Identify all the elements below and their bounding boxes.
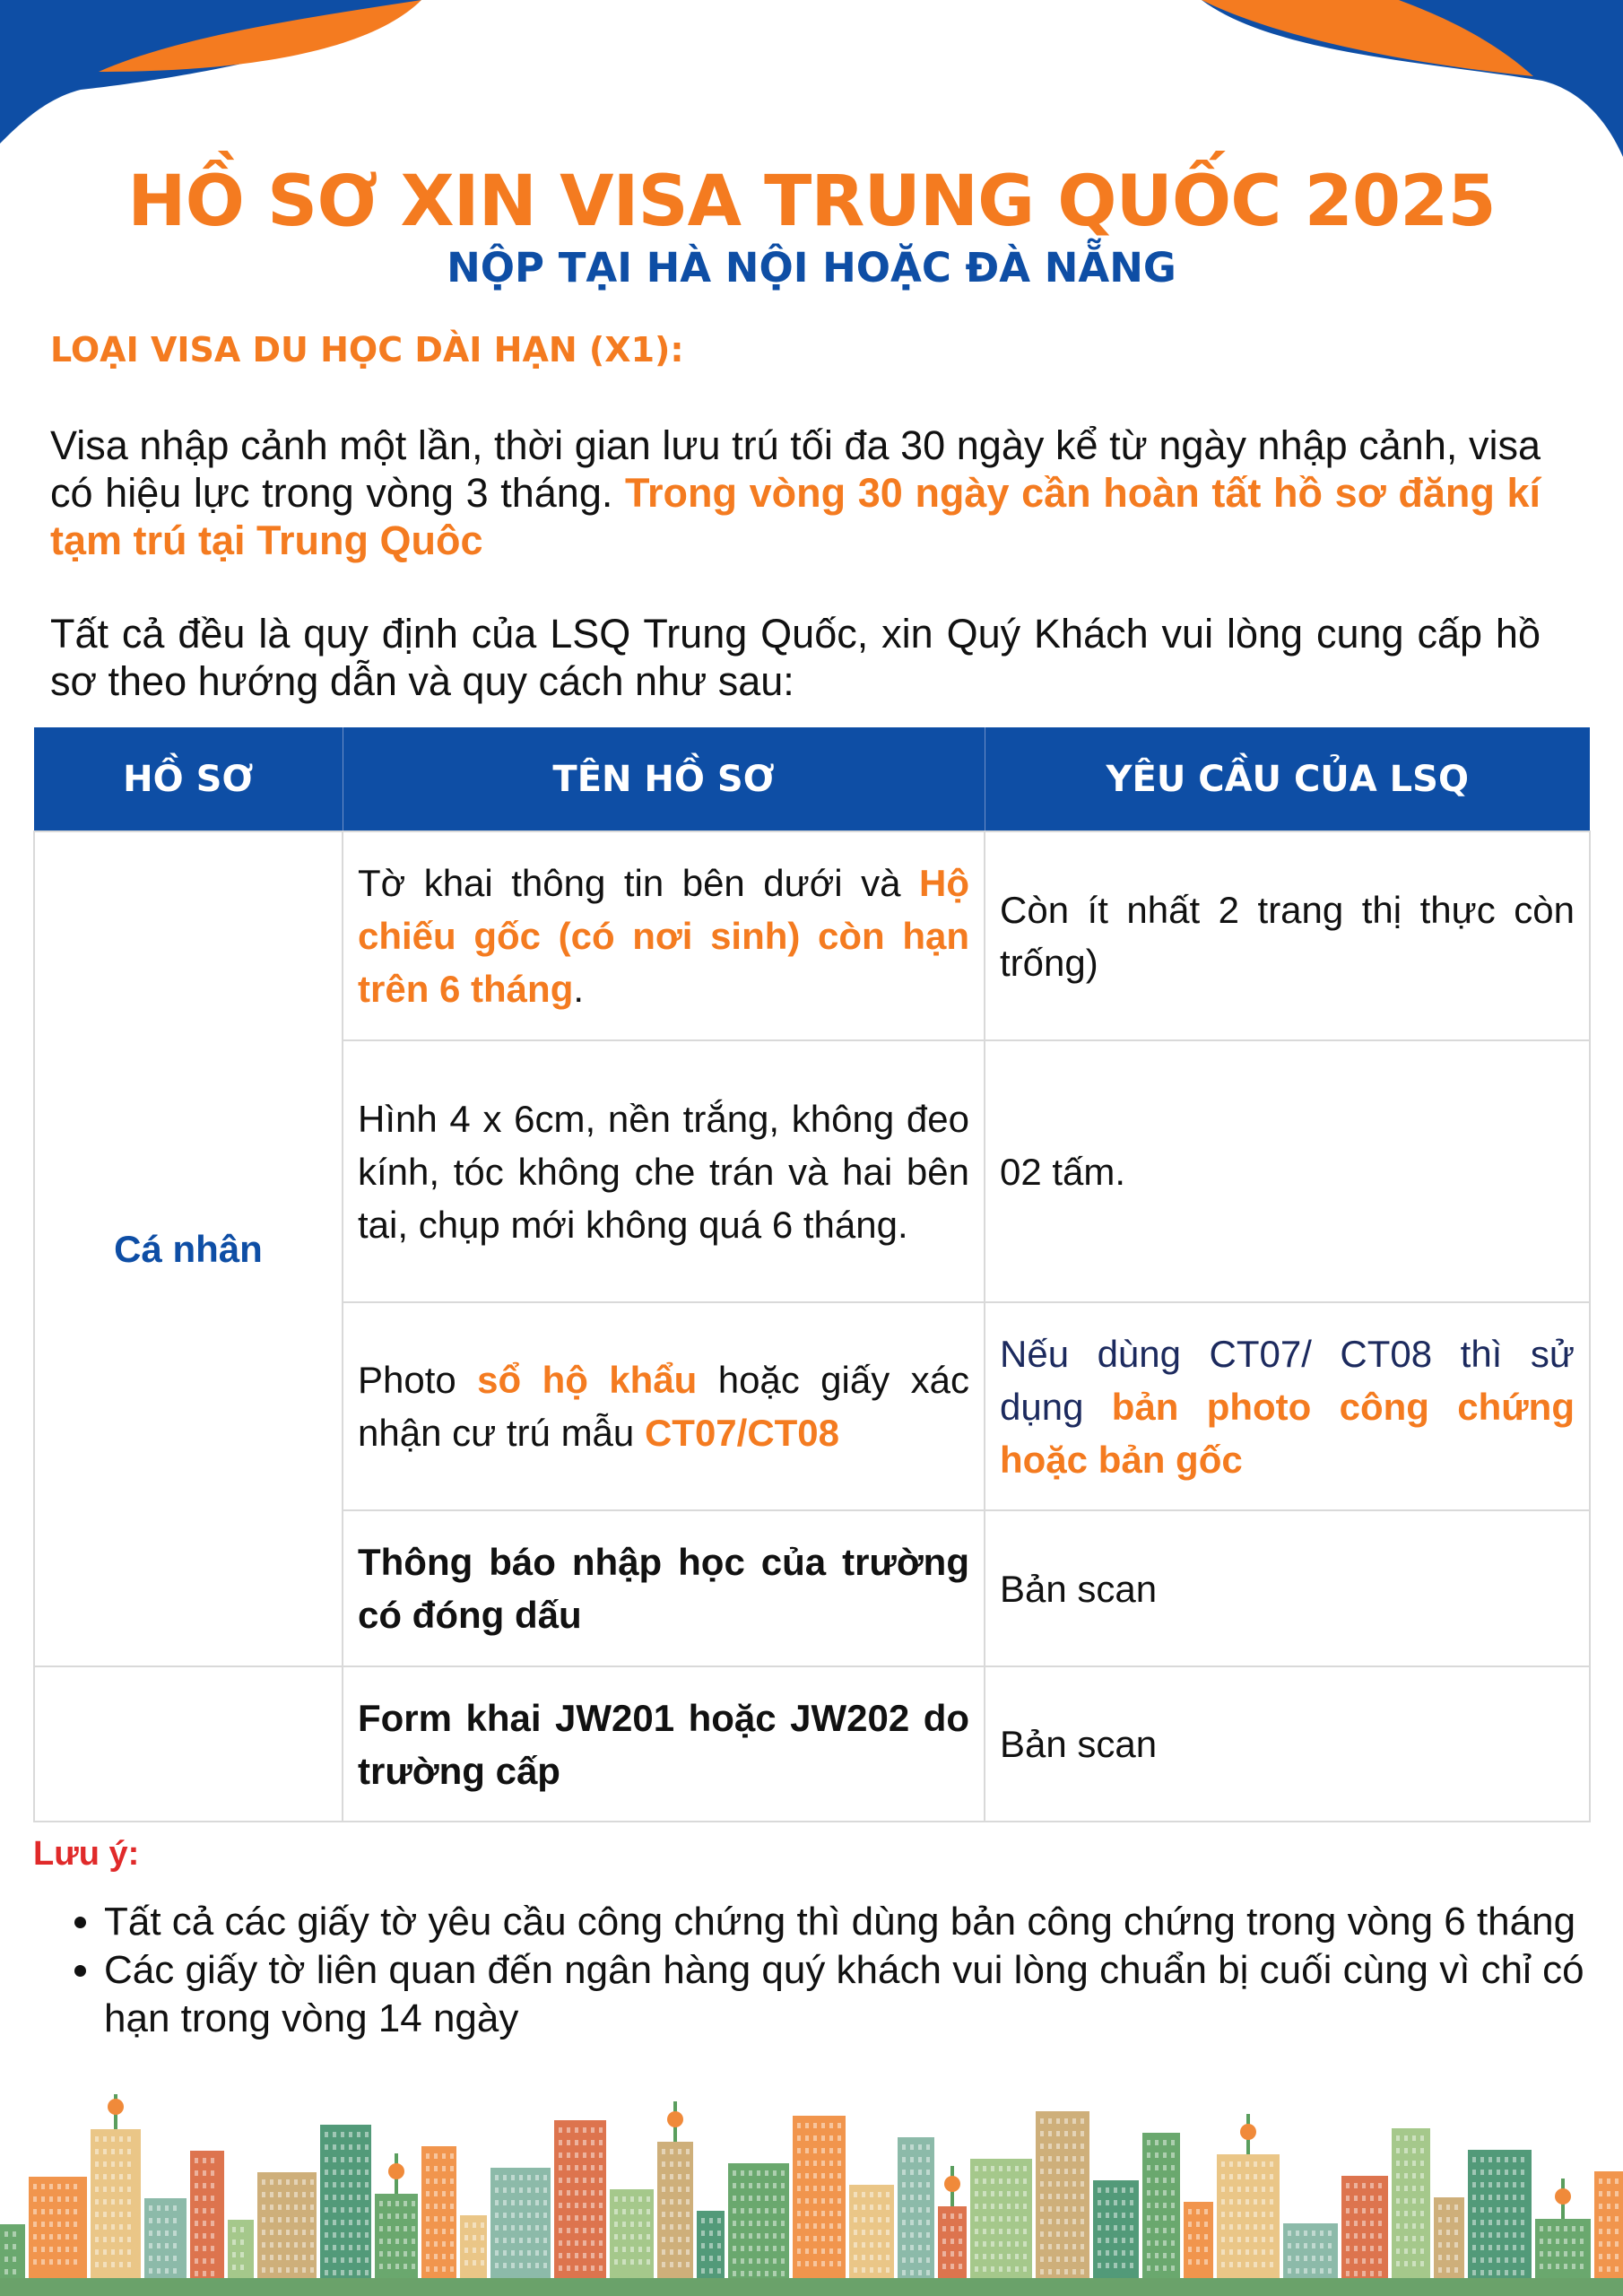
doc-text: Photo — [358, 1359, 478, 1401]
intro-paragraph-1 — [50, 422, 1541, 564]
requirement-cell: Còn ít nhất 2 trang thị thực còn trống) — [985, 831, 1590, 1040]
header-decoration — [0, 0, 1623, 179]
req-highlight: bản photo công chứng hoặc bản gốc — [1000, 1385, 1575, 1481]
page-subtitle: NỘP TẠI HÀ NỘI HOẶC ĐÀ NẴNG — [447, 244, 1176, 291]
list-item: • Tất cả các giấy tờ yêu cầu công chứng thì dùng bản công chứng trong vòng 6 tháng — [104, 1898, 1610, 1946]
city-skyline-illustration — [0, 2094, 1623, 2296]
requirement-cell — [985, 1302, 1590, 1510]
doc-text: Tờ khai thông tin bên dưới và — [358, 862, 919, 904]
category-cell-empty — [34, 1666, 343, 1822]
document-name-cell — [343, 1302, 985, 1510]
table-row — [34, 831, 1590, 1040]
header-yeu-cau: YÊU CẦU CỦA LSQ — [985, 727, 1590, 831]
page-title: HỒ SƠ XIN VISA TRUNG QUỐC 2025 — [127, 161, 1496, 242]
document-name-cell — [343, 831, 985, 1040]
requirement-cell: Bản scan — [985, 1510, 1590, 1666]
doc-highlight: CT07/CT08 — [644, 1412, 840, 1454]
list-item: • Các giấy tờ liên quan đến ngân hàng quý khách vui lòng chuẩn bị cuối cùng vì chỉ có hạn trong vòng 14 ngày — [104, 1946, 1610, 2043]
notes-list — [54, 1898, 1610, 2043]
category-cell: Cá nhân — [34, 831, 343, 1666]
document-name-cell: Form khai JW201 hoặc JW202 do trường cấp — [343, 1666, 985, 1822]
doc-highlight: sổ hộ khẩu — [477, 1359, 698, 1401]
doc-tail: . — [573, 968, 585, 1010]
document-name-cell: Hình 4 x 6cm, nền trắng, không đeo kính, tóc không che trán và hai bên tai, chụp mới không quá 6 tháng. — [343, 1040, 985, 1302]
table-header-row — [34, 727, 1590, 831]
requirement-cell: Bản scan — [985, 1666, 1590, 1822]
header-ho-so: HỒ SƠ — [34, 727, 343, 831]
doc-text: hoặc giấy xác nhận cư trú mẫu — [358, 1359, 969, 1454]
intro-highlight: Trong vòng 30 ngày cần hoàn tất hồ sơ đăng kí tạm trú tại Trung Quôc — [50, 470, 1541, 563]
doc-highlight: Hộ chiếu gốc (có nơi sinh) còn hạn trên 6 tháng — [358, 862, 969, 1010]
intro-text: Visa nhập cảnh một lần, thời gian lưu trú tối đa 30 ngày kể từ ngày nhập cảnh, visa có hiệu lực trong vòng 3 tháng. — [50, 422, 1541, 516]
visa-type-heading: LOẠI VISA DU HỌC DÀI HẠN (X1): — [50, 330, 684, 370]
document-name-cell: Thông báo nhập học của trường có đóng dấu — [343, 1510, 985, 1666]
table-row — [34, 1666, 1590, 1822]
requirement-cell: 02 tấm. — [985, 1040, 1590, 1302]
requirements-table — [33, 727, 1591, 1822]
header-ten-ho-so: TÊN HỒ SƠ — [343, 727, 985, 831]
req-text: Nếu dùng CT07/ CT08 thì sử dụng — [1000, 1332, 1575, 1428]
intro-paragraph-2: Tất cả đều là quy định của LSQ Trung Quốc, xin Quý Khách vui lòng cung cấp hồ sơ theo hướng dẫn và quy cách như sau: — [50, 611, 1541, 704]
notes-title: Lưu ý: — [33, 1835, 140, 1873]
